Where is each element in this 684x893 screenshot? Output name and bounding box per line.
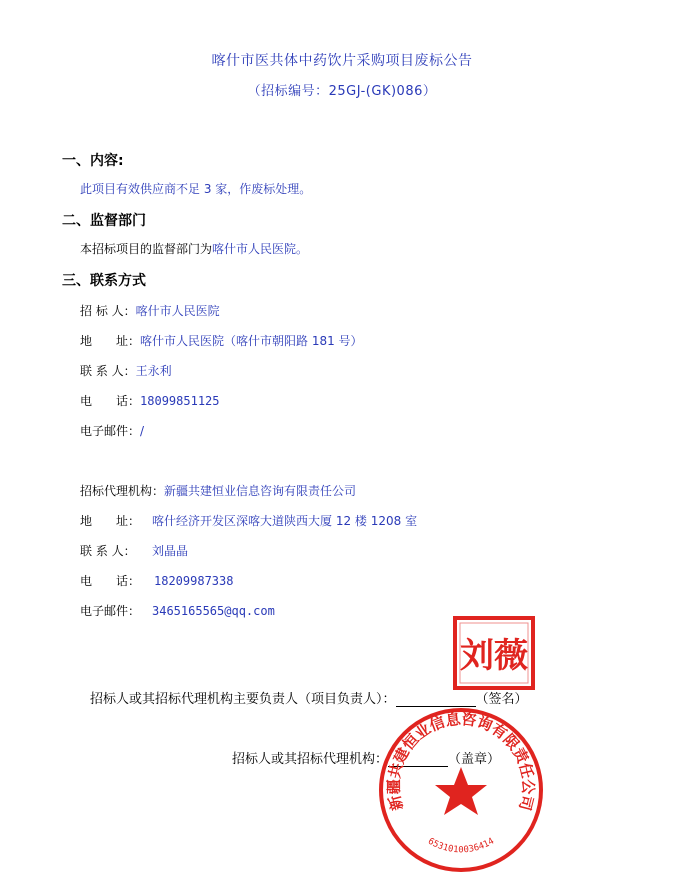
svg-text:6531010036414: 6531010036414 [425,836,497,856]
agency-name-row [80,480,356,499]
agency-email: 3465165565@qq.com [152,604,275,618]
page-title: 喀什市医共体中药饮片采购项目废标公告 [211,53,473,69]
section-contact-heading: 三、联系方式 [62,273,146,289]
company-seal [376,705,546,875]
agency-address-label: 地 址： [80,514,141,528]
tenderer-name: 喀什市人民医院 [135,304,220,318]
tenderer-email: / [140,424,145,438]
tender-number: （招标编号：25GJ-(GK)086） [247,84,437,99]
tenderer-name-label: 招 标 人： [80,304,136,318]
agency-name-label: 招标代理机构： [80,484,165,498]
agency-address-row [80,510,417,529]
tenderer-phone-label: 电 话： [80,394,141,408]
agency-contact-label: 联 系 人： [80,544,136,558]
tenderer-email-label: 电子邮件： [80,424,141,438]
agency-email-row [80,600,275,619]
section-content-text: 此项目有效供应商不足 3 家，作废标处理。 [80,182,312,196]
agency-phone-label: 电 话： [80,574,141,588]
stamp-suffix: （盖章） [448,752,501,767]
tenderer-contact-row [80,360,172,379]
agency-phone: 18209987338 [154,574,234,588]
agency-email-label: 电子邮件： [80,604,141,618]
stamp-prefix: 招标人或其招标代理机构： [232,752,389,767]
agency-name: 新疆共建恒业信息咨询有限责任公司 [164,484,357,498]
tenderer-contact-label: 联 系 人： [80,364,136,378]
tenderer-address-row [80,330,363,349]
agency-contact: 刘晶晶 [152,544,189,558]
name-seal [452,615,536,691]
agency-phone-row [80,570,233,589]
section-supervision-text [80,240,308,257]
tenderer-email-row [80,420,144,439]
tenderer-name-row [80,300,220,319]
agency-address: 喀什经济开发区深喀大道陕西大厦 12 楼 1208 室 [152,514,418,528]
tenderer-phone-row [80,390,220,409]
svg-text:新疆共建恒业信息咨询有限责任公司: 新疆共建恒业信息咨询有限责任公司 [384,710,538,813]
supervision-prefix: 本招标项目的监督部门为 [80,242,213,256]
tenderer-phone: 18099851125 [140,394,220,408]
tenderer-contact: 王永利 [135,364,172,378]
supervision-value: 喀什市人民医院。 [212,242,309,256]
signature-suffix: （签名） [475,692,528,707]
svg-text:刘薇: 刘薇 [460,636,528,676]
agency-contact-row [80,540,188,559]
tenderer-address-label: 地 址： [80,334,141,348]
section-content-heading: 一、内容: [62,153,124,169]
signature-prefix: 招标人或其招标代理机构主要负责人（项目负责人）： [90,692,396,707]
section-supervision-heading: 二、监督部门 [62,213,146,229]
tenderer-address: 喀什市人民医院（喀什市朝阳路 181 号） [140,334,363,348]
